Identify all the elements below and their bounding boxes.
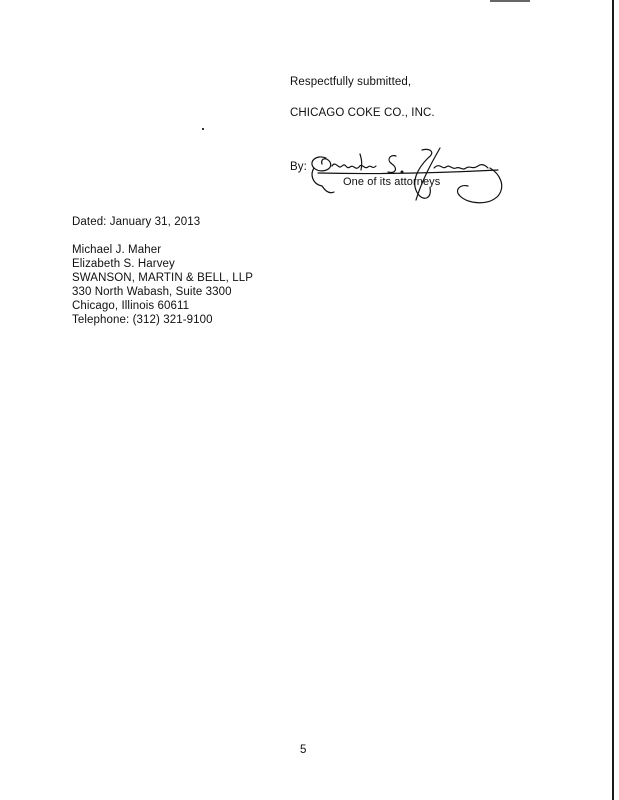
closing-respectfully: Respectfully submitted, [290, 76, 412, 88]
scan-speck [202, 128, 204, 130]
closing-company-name: CHICAGO COKE CO., INC. [290, 107, 435, 119]
counsel-line: Chicago, Illinois 60611 [72, 300, 190, 312]
counsel-line: SWANSON, MARTIN & BELL, LLP [72, 272, 254, 284]
counsel-block [72, 243, 253, 327]
dated-line: Dated: January 31, 2013 [72, 216, 201, 228]
counsel-line: Telephone: (312) 321-9100 [72, 314, 213, 326]
signature-caption: One of its attorneys [343, 176, 441, 188]
counsel-line: Michael J. Maher [72, 244, 162, 256]
signature-by-label: By: [290, 161, 307, 173]
counsel-line: 330 North Wabash, Suite 3300 [72, 286, 232, 298]
scan-edge-mark [490, 0, 530, 2]
scan-edge-border [612, 0, 614, 800]
counsel-line: Elizabeth S. Harvey [72, 258, 175, 270]
page-number: 5 [300, 744, 307, 756]
